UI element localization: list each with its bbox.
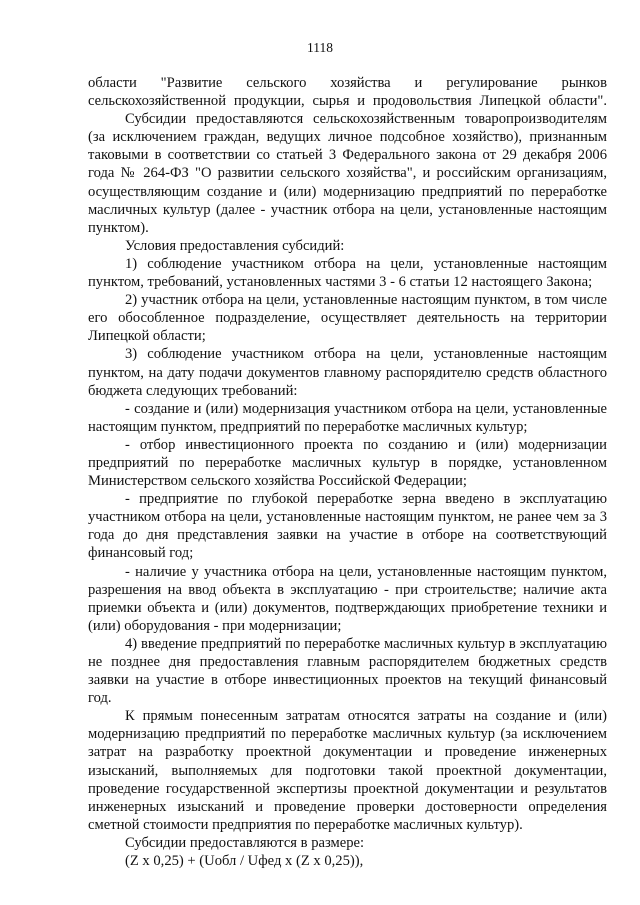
- paragraph-condition-2: 2) участник отбора на цели, установленные настоящим пунктом, в том числе его обособленное подразделение, осуществляет деятельность на территории Липецкой области;: [88, 292, 607, 345]
- paragraph-subsidy-recipients: Субсидии предоставляются сельскохозяйственным товаропроизводителям (за исключением граждан, ведущих личное подсобное хозяйство), признанным таковыми в соответствии со статьей 3 Федерального закона от 29 декабря 2006 года № 264-ФЗ "О развитии сельского хозяйства", и российским организациям, осуществляющим создание и (или) модернизацию предприятий по переработке масличных культур (далее - участник отбора на цели, установленные настоящим пунктом).: [88, 111, 607, 236]
- paragraph-condition-1: 1) соблюдение участником отбора на цели, установленные настоящим пунктом, требований, установленных частями 3 - 6 статьи 12 настоящего Закона;: [88, 255, 607, 291]
- paragraph-direct-costs: К прямым понесенным затратам относятся затраты на создание и (или) модернизацию предприятий по переработке масличных культур (за исключением затрат на разработку проектной документации и проведение инженерных изысканий, выполняемых для подготовки такой проектной документации, проведение государственной экспертизы проектной документации и результатов инженерных изысканий и проведение проверки достоверности определения сметной стоимости предприятия по переработке масличных культур).: [88, 708, 607, 833]
- paragraph-requirement-permit: - наличие у участника отбора на цели, установленные настоящим пунктом, разрешения на ввод объекта в эксплуатацию - при строительстве; наличие акта приемки объекта и (или) документов, подтверждающих приобретение техники и (или) оборудования - при модернизации;: [88, 563, 607, 634]
- paragraph-subsidy-amount: Субсидии предоставляются в размере:: [125, 834, 365, 851]
- paragraph-requirement-project-selection: - отбор инвестиционного проекта по созданию и (или) модернизации предприятий по переработке масличных культур в порядке, установленном Министерством сельского хозяйства Российской Федерации;: [88, 436, 607, 490]
- page-number: 1118: [307, 40, 333, 55]
- paragraph-condition-4: 4) введение предприятий по переработке масличных культур в эксплуатацию не позднее дня предоставления главным распорядителем бюджетных средств заявки на участие в отборе инвестиционных проектов на текущий финансовый год.: [88, 635, 607, 707]
- subsidy-formula: (Z x 0,25) + (Uобл / Uфед x (Z x 0,25)),: [125, 853, 364, 870]
- paragraph-conditions-heading: Условия предоставления субсидий:: [125, 237, 345, 254]
- paragraph-condition-3: 3) соблюдение участником отбора на цели, установленные настоящим пунктом, на дату подачи документов главному распорядителю средств областного бюджета следующих требований:: [88, 346, 607, 399]
- paragraph-region-continuation: области "Развитие сельского хозяйства и регулирование рынков сельскохозяйственной продукции, сырья и продовольствия Липецкой области".: [88, 75, 607, 110]
- paragraph-requirement-creation: - создание и (или) модернизация участником отбора на цели, установленные настоящим пунктом, предприятий по переработке масличных культур;: [88, 400, 607, 435]
- paragraph-requirement-commissioning: - предприятие по глубокой переработке зерна введено в эксплуатацию участником отбора на цели, установленные настоящим пунктом, не ранее чем за 3 года до дня представления заявки на участие в отборе на соответствующий финансовый год;: [88, 491, 607, 562]
- document-body: [88, 74, 607, 870]
